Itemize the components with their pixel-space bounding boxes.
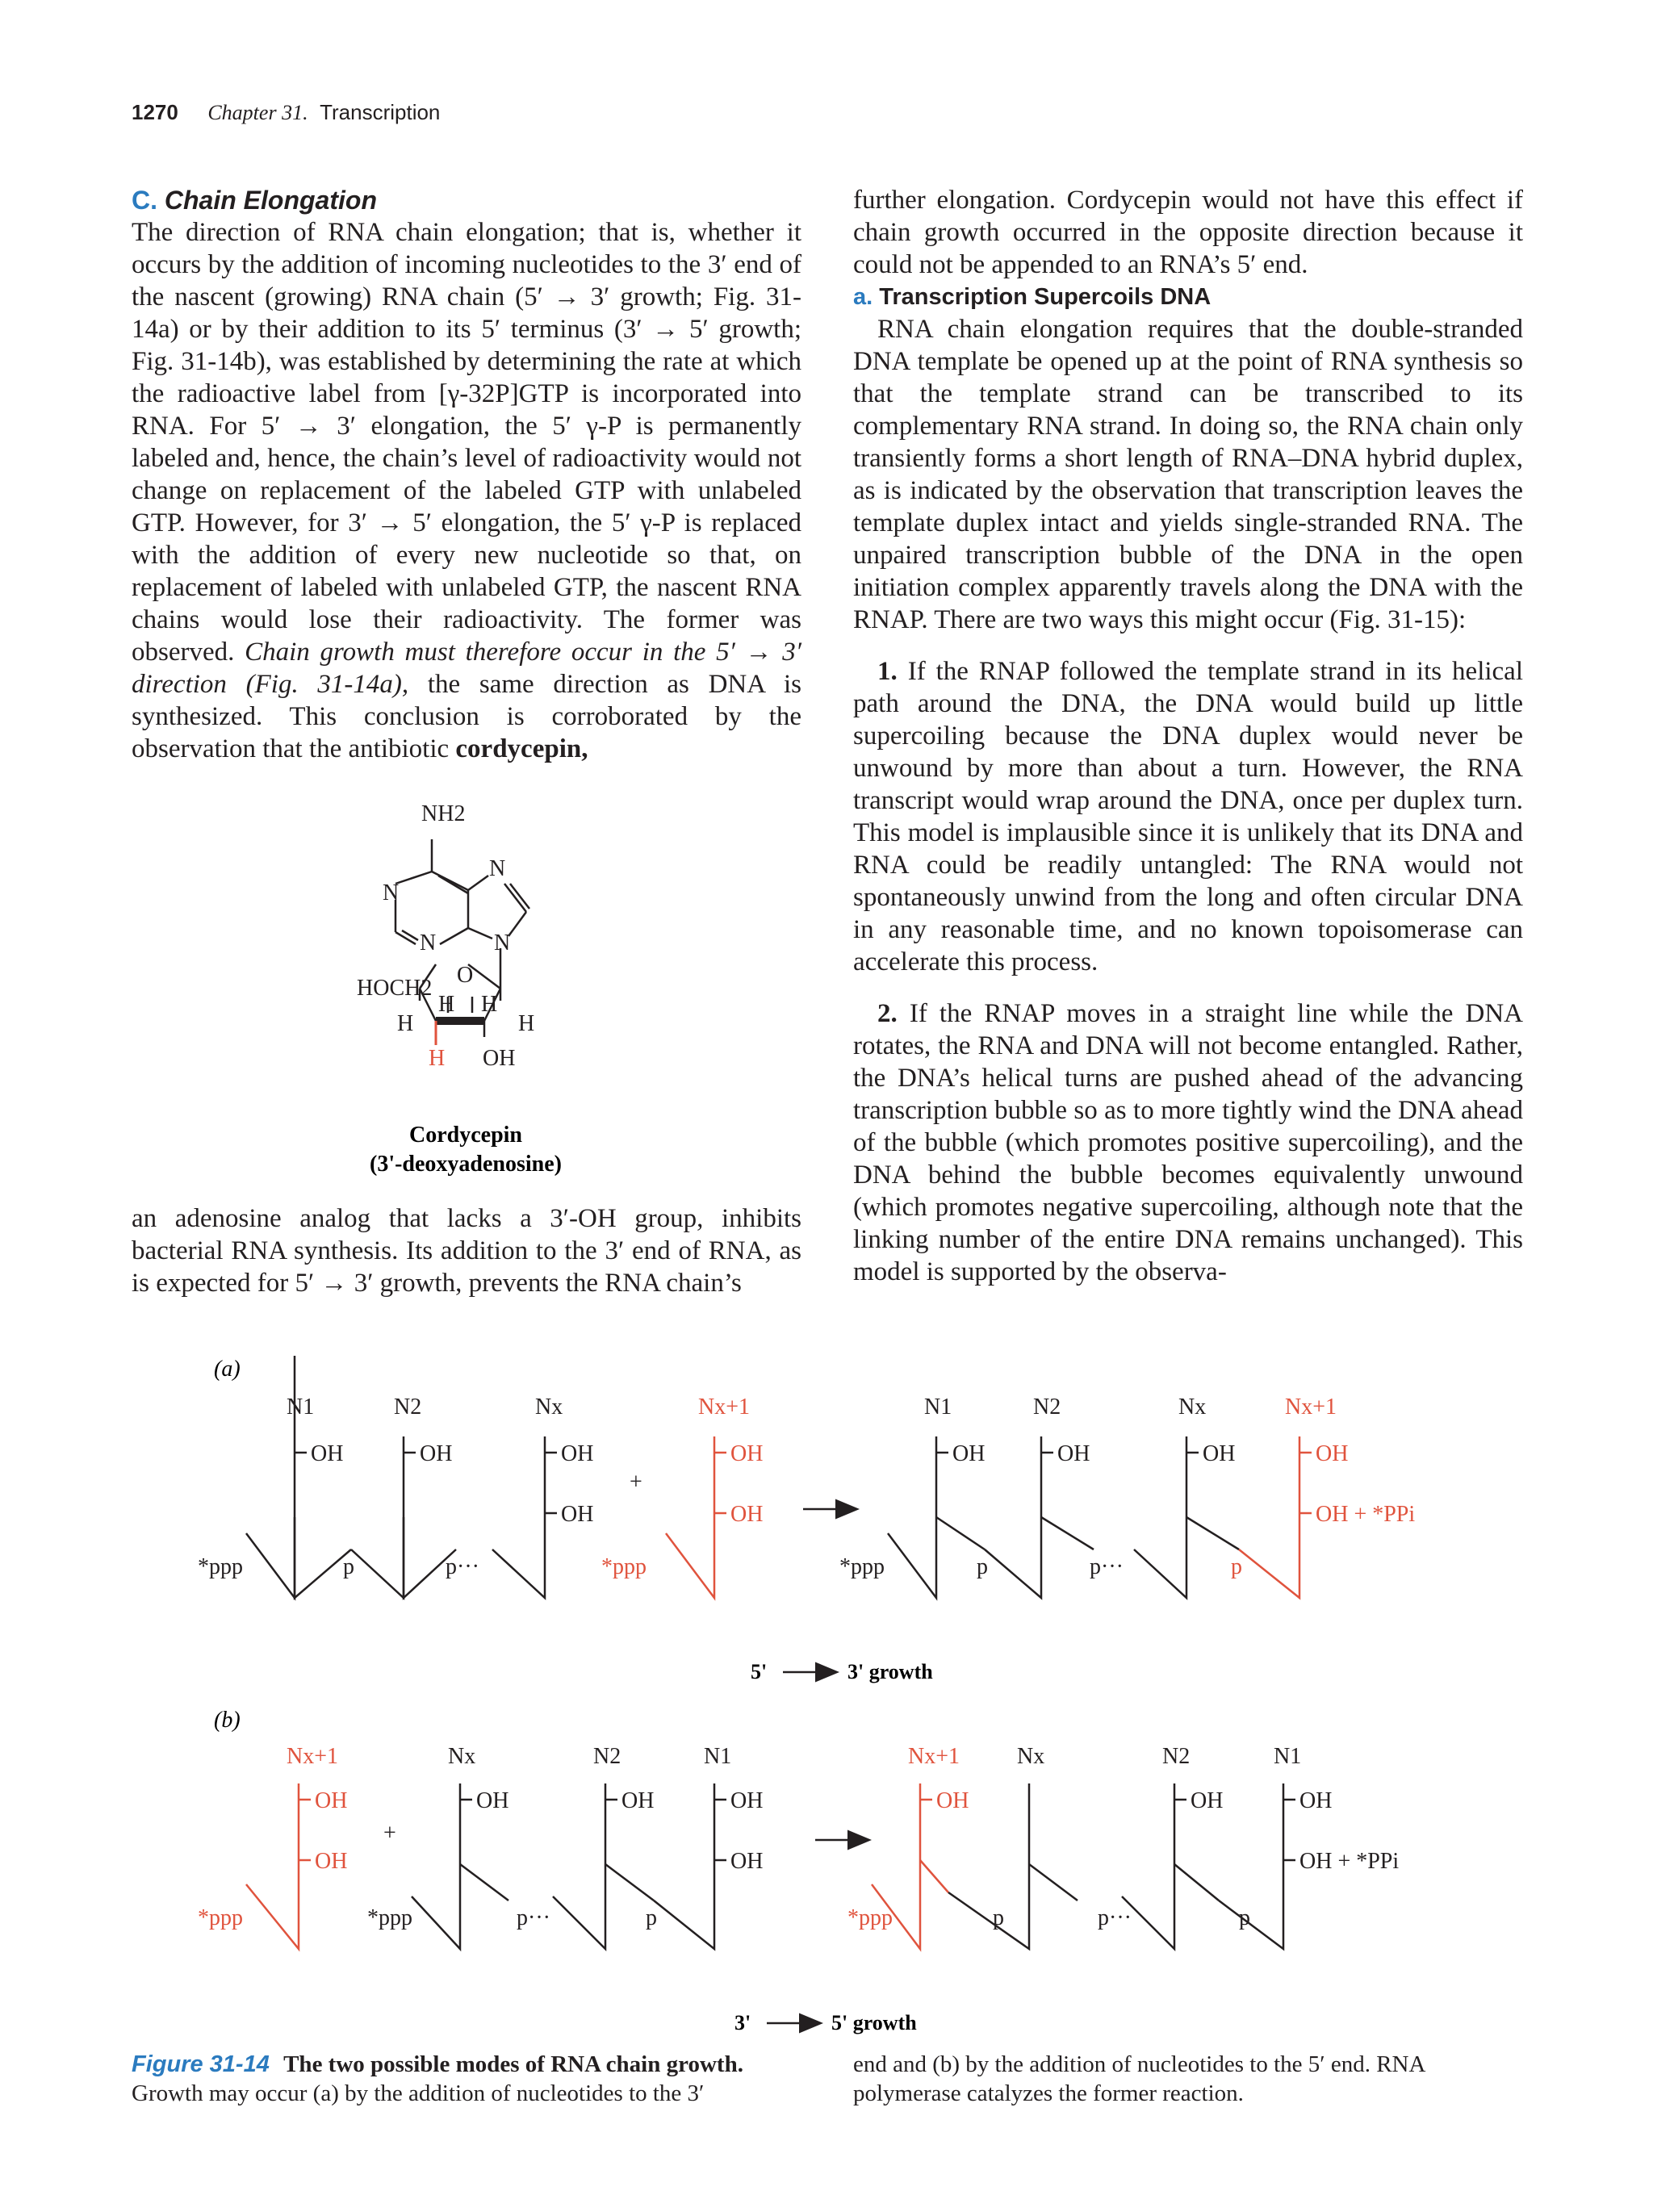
figure-31-14 xyxy=(178,1356,1550,2042)
left-column xyxy=(132,184,801,765)
phosphate-label: p xyxy=(1231,1554,1242,1579)
panel-a-label: (a) xyxy=(214,1357,241,1382)
ring-n9-label: N xyxy=(494,930,511,955)
oh-label: OH xyxy=(315,1849,348,1874)
triphosphate-label: *ppp xyxy=(839,1554,885,1579)
triphosphate-label: *ppp xyxy=(847,1905,893,1930)
oh-label: OH xyxy=(420,1441,453,1466)
oh-label: OH xyxy=(561,1441,594,1466)
right-column xyxy=(853,184,1523,1288)
nx-label: Nx xyxy=(448,1744,476,1769)
nx1-label: Nx+1 xyxy=(1285,1395,1337,1420)
panel-b-label: (b) xyxy=(214,1708,241,1733)
triphosphate-label: *ppp xyxy=(601,1554,647,1579)
figure-title: The two possible modes of RNA chain growth. xyxy=(283,2051,743,2077)
phosphate-label: p xyxy=(993,1905,1004,1930)
plus-sign: + xyxy=(383,1821,396,1846)
plus-sign: + xyxy=(630,1470,642,1495)
nx1-label: Nx+1 xyxy=(908,1744,960,1769)
h-label: H xyxy=(397,1011,414,1036)
n2-label: N2 xyxy=(593,1744,621,1769)
oh-label: OH xyxy=(315,1788,348,1813)
cordycepin-structure xyxy=(347,795,605,1190)
oh-label: OH xyxy=(730,1441,764,1466)
compound-subname: (3'-deoxyadenosine) xyxy=(370,1152,562,1177)
oh-label: OH xyxy=(952,1441,986,1466)
section-label: C. xyxy=(132,186,157,215)
oh-label: OH xyxy=(1057,1441,1090,1466)
hoch2-label: HOCH2 xyxy=(357,976,433,1001)
oh-label: OH xyxy=(730,1788,764,1813)
figure-caption-left: Figure 31-14 The two possible modes of RNA chain growth. Growth may occur (a) by the addition of nucleotides to the 3′ xyxy=(132,2051,743,2106)
oh-label: OH xyxy=(561,1502,594,1527)
phosphate-label: p xyxy=(1239,1905,1250,1930)
figure-caption-right: end and (b) by the addition of nucleotides to the 5′ end. RNA polymerase catalyzes the former reaction. xyxy=(853,2051,1425,2106)
growth-a-to: 3' growth xyxy=(847,1660,933,1683)
triphosphate-label: *ppp xyxy=(198,1905,243,1930)
pyrophosphate-label: OH + *PPi xyxy=(1299,1849,1400,1874)
nx1-label: Nx+1 xyxy=(287,1744,339,1769)
oh-label: OH xyxy=(730,1849,764,1874)
phosphate-label: p xyxy=(646,1905,657,1930)
paragraph-continuation: further elongation. Cordycepin would not have this effect if chain growth occurred in the opposite direction because it could not be appended to an RNA’s 5′ end. xyxy=(853,186,1523,279)
phosphate-label: p··· xyxy=(1098,1905,1132,1930)
oh-label: OH xyxy=(1316,1441,1349,1466)
h3-prime-label: H xyxy=(429,1046,446,1071)
oh-label: OH xyxy=(311,1441,344,1466)
growth-b-from: 3' xyxy=(734,2011,751,2034)
n2-label: N2 xyxy=(1162,1744,1191,1769)
paragraph-chain-direction: The direction of RNA chain elongation; that is, whether it occurs by the addition of incoming nucleotides to the 3′ end of the nascent (growing) RNA chain (5′ → 3′ growth; Fig. 31-14a) or by their addition to its 5′ terminus (3′ → 5′ growth; Fig. 31-14b), was established by determining the rate at which the radioactive label from [γ-32P]GTP is incorporated into RNA. For 5′ → 3′ elongation, the 5′ γ-P is permanently labeled and, hence, the chain’s level of radioactivity would not change on replacement of the labeled GTP with unlabeled GTP. However, for 3′ → 5′ elongation, the 5′ γ-P is replaced with the addition of every new nucleotide so that, on replacement of labeled with unlabeled GTP, the nascent RNA chains would lose their radioactivity. The former was observed. Chain growth must therefore occur in the 5′ → 3′ direction (Fig. 31-14a), the same direction as DNA is synthesized. This conclusion is corroborated by the observation that the antibiotic cordycepin, xyxy=(132,218,802,763)
oh-label: OH xyxy=(1191,1788,1224,1813)
h-label: H xyxy=(438,992,455,1017)
ring-n7-label: N xyxy=(489,856,506,881)
subsection-title: Transcription Supercoils DNA xyxy=(879,284,1212,310)
ring-n1-label: N xyxy=(383,880,400,905)
oh-label: OH xyxy=(730,1502,764,1527)
cordycepin-term: cordycepin, xyxy=(455,734,588,763)
page-number: 1270 xyxy=(132,100,178,124)
h-label: H xyxy=(481,992,498,1017)
h-label: H xyxy=(518,1011,535,1036)
n1-label: N1 xyxy=(287,1395,315,1420)
oh-label: OH xyxy=(621,1788,655,1813)
nx-label: Nx xyxy=(1017,1744,1045,1769)
oh-label: OH xyxy=(1203,1441,1236,1466)
n2-label: N2 xyxy=(394,1395,422,1420)
compound-name: Cordycepin xyxy=(409,1123,522,1148)
oh-label: OH xyxy=(483,1046,516,1071)
subsection-heading xyxy=(853,281,1523,313)
phosphate-label: p xyxy=(343,1554,354,1579)
list-item-model-2: 2. If the RNAP moves in a straight line while the DNA rotates, the RNA and DNA will not become entangled. Rather, the DNA’s helical turns are pushed ahead of the advancing transcription bubble so as to more tightly wind the DNA ahead of the bubble (which promotes positive supercoiling), and the DNA behind the bubble becomes equivalently unwound (which promotes negative supercoiling, although note that the linking number of the entire DNA remains unchanged). This model is supported by the observa- xyxy=(853,999,1524,1286)
chapter-title: Transcription xyxy=(320,100,441,124)
oh-label: OH xyxy=(476,1788,509,1813)
growth-b-to: 5' growth xyxy=(831,2011,917,2034)
nx1-label: Nx+1 xyxy=(698,1395,751,1420)
section-title: Chain Elongation xyxy=(164,186,377,215)
conclusion-italic: Chain growth must therefore occur in the 5′ → 3′ direction (Fig. 31-14a), xyxy=(132,638,802,699)
growth-a-from: 5' xyxy=(751,1660,768,1683)
phosphate-label: p··· xyxy=(446,1554,479,1579)
phosphate-label: p··· xyxy=(517,1905,550,1930)
paragraph-cordycepin-effect: an adenosine analog that lacks a 3′-OH group, inhibits bacterial RNA synthesis. Its addition to the 3′ end of RNA, as is expected for 5′ → 3′ growth, prevents the RNA chain’s xyxy=(132,1204,801,1298)
triphosphate-label: *ppp xyxy=(367,1905,412,1930)
pyrophosphate-label: OH + *PPi xyxy=(1316,1502,1416,1527)
paragraph-supercoil: RNA chain elongation requires that the double-stranded DNA template be opened up at the point of RNA synthesis so that the template strand can be transcribed to its complementary RNA strand. In doing so, the RNA chain only transiently forms a short length of RNA–DNA hybrid duplex, as is indicated by the observation that transcription leaves the template duplex intact and yields single-stranded RNA. The unpaired transcription bubble of the DNA in the open initiation complex apparently travels along the DNA with the RNAP. There are two ways this might occur (Fig. 31-15): xyxy=(853,315,1523,634)
n1-label: N1 xyxy=(704,1744,732,1769)
nx-label: Nx xyxy=(535,1395,563,1420)
phosphate-label: p··· xyxy=(1090,1554,1124,1579)
amine-label: NH2 xyxy=(421,801,466,826)
ring-n3-label: N xyxy=(420,930,437,955)
page-header xyxy=(132,100,440,125)
chapter-number: Chapter 31. xyxy=(207,101,308,124)
triphosphate-label: *ppp xyxy=(198,1554,243,1579)
n1-label: N1 xyxy=(1274,1744,1302,1769)
figure-label: Figure 31-14 xyxy=(132,2051,270,2077)
list-item-model-1: 1. If the RNAP followed the template strand in its helical path around the DNA, the DNA would build up little supercoiling because the DNA duplex would never be unwound by more than about a turn. However, the RNA transcript would wrap around the DNA, once per duplex turn. This model is implausible since it is unlikely that its DNA and RNA could be readily untangled: The RNA would not spontaneously unwind from the long and often circular DNA in any reasonable time, and no known topoisomerase can accelerate this process. xyxy=(853,657,1523,976)
oh-label: OH xyxy=(936,1788,969,1813)
ring-oxygen-label: O xyxy=(457,963,474,988)
n2-label: N2 xyxy=(1033,1395,1061,1420)
oh-label: OH xyxy=(1299,1788,1333,1813)
nx-label: Nx xyxy=(1178,1395,1207,1420)
section-heading xyxy=(132,184,801,216)
n1-label: N1 xyxy=(924,1395,952,1420)
phosphate-label: p xyxy=(977,1554,988,1579)
subsection-label: a. xyxy=(853,284,873,310)
